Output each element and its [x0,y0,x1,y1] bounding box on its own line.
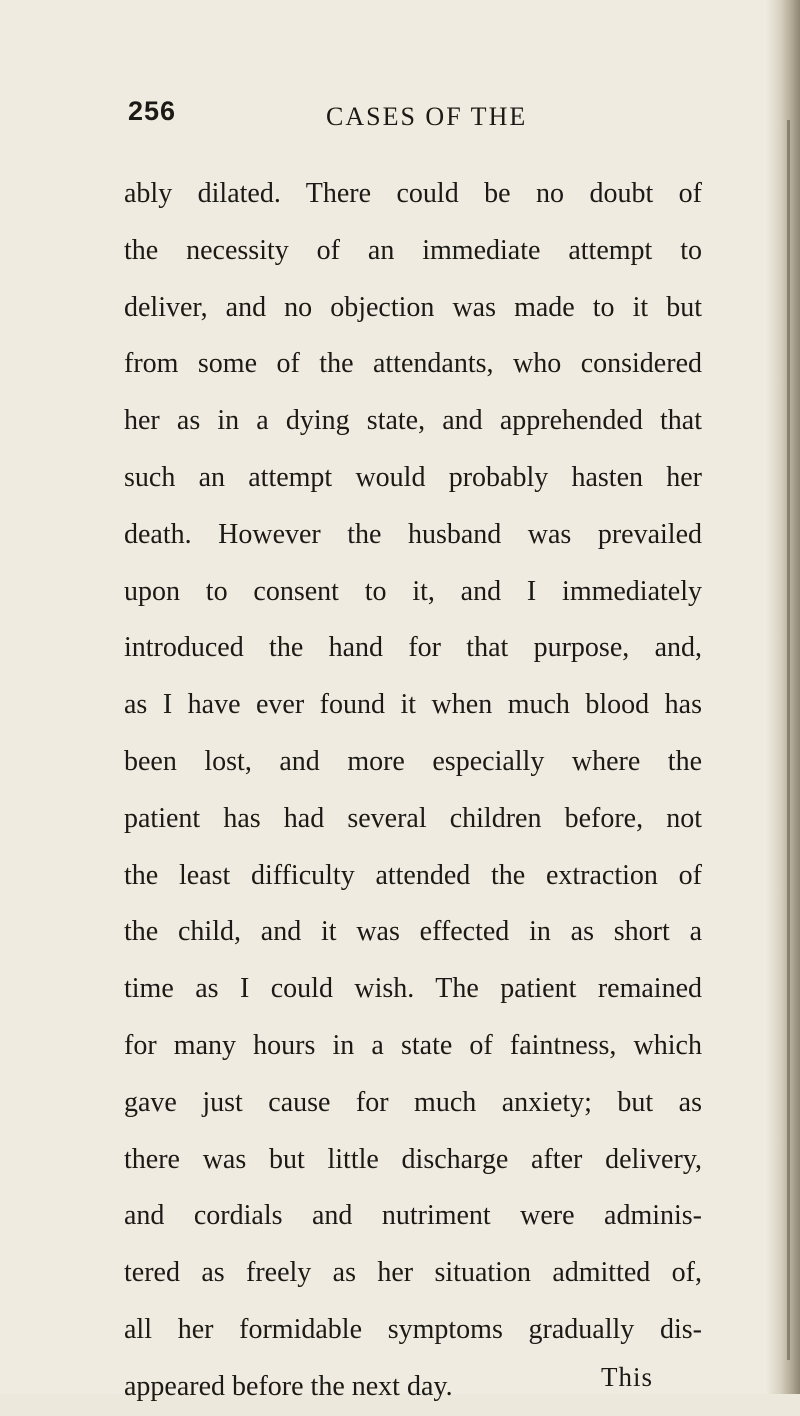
text-line: as I have ever found it when much blood has [124,689,702,721]
text-line: her as in a dying state, and apprehended that [124,405,702,437]
text-line: the child, and it was effected in as short a [124,916,702,948]
text-line: time as I could wish. The patient remained [124,973,702,1005]
running-head: CASES OF THE [326,102,528,131]
text-line: there was but little discharge after delivery, [124,1143,702,1175]
text-line: the least difficulty attended the extraction of [124,859,702,891]
catchword: This [601,1362,654,1392]
text-line: for many hours in a state of faintness, which [124,1029,702,1061]
text-line: appeared before the next day. [124,1370,453,1402]
text-line: all her formidable symptoms gradually dis- [124,1313,702,1345]
page-number: 256 [128,96,177,126]
text-line: deliver, and no objection was made to it but [124,291,702,323]
text-line: ably dilated. There could be no doubt of [124,178,702,209]
text-line: from some of the attendants, who considered [124,348,702,380]
text-line: been lost, and more especially where the [124,745,702,777]
text-line: introduced the hand for that purpose, and, [124,632,702,664]
text-line: gave just cause for much anxiety; but as [124,1086,702,1118]
text-line: and cordials and nutriment were adminis- [124,1200,702,1232]
text-line: patient has had several children before, not [124,802,702,834]
text-line: death. However the husband was prevailed [124,518,702,550]
text-line: the necessity of an immediate attempt to [124,234,702,266]
binding-edge [787,120,790,1360]
body-text [124,166,702,1416]
page-gutter-shadow [766,0,800,1394]
text-line: tered as freely as her situation admitted of, [124,1257,702,1289]
text-line: such an attempt would probably hasten her [124,461,702,493]
text-line: upon to consent to it, and I immediately [124,575,702,607]
